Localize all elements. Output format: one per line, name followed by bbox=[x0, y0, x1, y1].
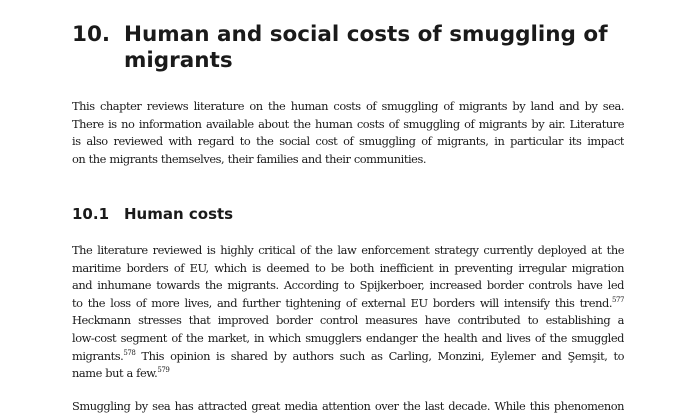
line-text: This opinion is shared by authors such as Carling, Monzini, Eylemer and Şemşit, to bbox=[135, 348, 624, 363]
line-text: migrants. bbox=[72, 348, 124, 363]
paragraph-line: on the migrants themselves, their families and their communities. bbox=[72, 151, 427, 166]
footnote-marker[interactable]: 579 bbox=[157, 366, 170, 375]
paragraph-line bbox=[72, 365, 624, 383]
line-text: name but a few. bbox=[72, 366, 158, 381]
section-title: Human costs bbox=[124, 205, 234, 223]
section-number: 10.1 bbox=[72, 205, 110, 223]
sea-smuggling-paragraph bbox=[72, 398, 624, 416]
line-text: to the loss of more lives, and further tightening of external EU borders will intensify this trend. bbox=[72, 295, 612, 310]
paragraph-line: and inhumane towards the migrants. According to Spijkerboer, increased border controls have led bbox=[72, 278, 624, 293]
footnote-marker[interactable]: 578 bbox=[123, 348, 136, 357]
paragraph-line: Smuggling by sea has attracted great media attention over the last decade. While this phenomenon bbox=[72, 399, 624, 413]
paragraph-line: Heckmann stresses that improved border control measures have contributed to establishing a bbox=[72, 313, 624, 328]
chapter-number: 10. bbox=[72, 22, 111, 47]
chapter-heading bbox=[72, 22, 632, 74]
paragraph-line: There is no information available about the human costs of smuggling of migrants by air. Literature bbox=[72, 116, 624, 131]
paragraph-line: low-cost segment of the market, in which smugglers endanger the health and lives of the smuggled bbox=[72, 330, 624, 345]
human-costs-paragraph bbox=[72, 242, 624, 383]
paragraph-line bbox=[72, 295, 624, 313]
paragraph-line: maritime borders of EU, which is deemed to be both inefficient in preventing irregular migration bbox=[72, 260, 624, 275]
paragraph-line: This chapter reviews literature on the human costs of smuggling of migrants by land and by sea. bbox=[72, 99, 624, 113]
paragraph-line: is also reviewed with regard to the social cost of smuggling of migrants, in particular its impact bbox=[72, 134, 624, 149]
intro-paragraph bbox=[72, 98, 624, 168]
paragraph-line: The literature reviewed is highly critical of the law enforcement strategy currently deployed at the bbox=[72, 243, 624, 257]
footnote-marker[interactable]: 577 bbox=[611, 295, 624, 304]
section-heading bbox=[72, 204, 233, 224]
paragraph-line bbox=[72, 348, 624, 366]
chapter-title: Human and social costs of smuggling of migrants bbox=[124, 22, 608, 73]
